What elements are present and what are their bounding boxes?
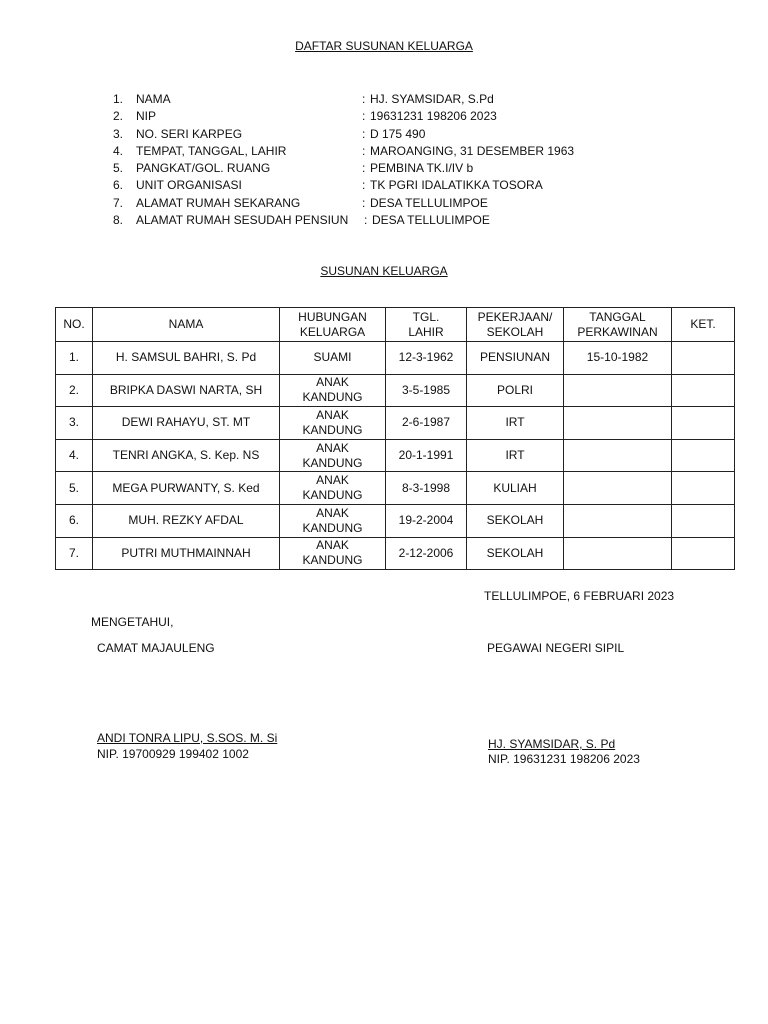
cell-ket <box>672 374 735 407</box>
cell-pekerjaan: SEKOLAH <box>467 537 564 570</box>
cell-no: 4. <box>56 439 93 472</box>
cell-hubungan: ANAK KANDUNG <box>280 472 386 505</box>
info-separator: : <box>362 161 366 176</box>
cell-ket <box>672 472 735 505</box>
table-row <box>56 342 735 375</box>
info-number: 7. <box>113 195 124 210</box>
cell-no: 6. <box>56 504 93 537</box>
place-date: TELLULIMPOE, 6 FEBRUARI 2023 <box>484 589 675 603</box>
info-number: 6. <box>113 178 124 193</box>
cell-lahir: 3-5-1985 <box>386 374 467 407</box>
cell-pekerjaan: IRT <box>467 439 564 472</box>
header-hubungan: HUBUNGAN KELUARGA <box>280 308 386 342</box>
info-number: 2. <box>113 109 124 124</box>
header-nama: NAMA <box>93 308 280 342</box>
cell-ket <box>672 407 735 440</box>
cell-hubungan: SUAMI <box>280 342 386 375</box>
cell-no: 5. <box>56 472 93 505</box>
left-signatory-title: CAMAT MAJAULENG <box>97 641 215 655</box>
cell-perkawinan <box>564 374 672 407</box>
info-value: MAROANGING, 31 DESEMBER 1963 <box>370 143 575 158</box>
info-separator: : <box>362 178 366 193</box>
document-title: DAFTAR SUSUNAN KELUARGA <box>295 39 473 53</box>
info-separator: : <box>362 143 366 158</box>
cell-nama: TENRI ANGKA, S. Kep. NS <box>93 439 280 472</box>
cell-nama: BRIPKA DASWI NARTA, SH <box>93 374 280 407</box>
cell-perkawinan <box>564 537 672 570</box>
info-value: HJ. SYAMSIDAR, S.Pd <box>370 92 494 106</box>
info-number: 1. <box>113 92 124 106</box>
info-number: 8. <box>113 213 124 228</box>
info-label: NO. SERI KARPEG <box>136 126 243 141</box>
table-row <box>56 407 735 440</box>
info-value: PEMBINA TK.I/IV b <box>370 161 474 176</box>
table-row <box>56 472 735 505</box>
info-value: TK PGRI IDALATIKKA TOSORA <box>370 178 543 193</box>
info-label: TEMPAT, TANGGAL, LAHIR <box>136 143 287 158</box>
left-signatory-name: ANDI TONRA LIPU, S.SOS. M. Si <box>97 731 278 745</box>
left-signatory-nip: NIP. 19700929 199402 1002 <box>97 747 249 761</box>
info-label: ALAMAT RUMAH SESUDAH PENSIUN <box>136 213 349 228</box>
info-value: DESA TELLULIMPOE <box>370 195 488 210</box>
cell-nama: DEWI RAHAYU, ST. MT <box>93 407 280 440</box>
info-label: PANGKAT/GOL. RUANG <box>136 161 271 176</box>
info-label: ALAMAT RUMAH SEKARANG <box>136 195 301 210</box>
cell-pekerjaan: KULIAH <box>467 472 564 505</box>
info-separator: : <box>362 109 366 124</box>
right-signatory-nip: NIP. 19631231 198206 2023 <box>488 752 640 766</box>
cell-nama: MEGA PURWANTY, S. Ked <box>93 472 280 505</box>
cell-pekerjaan: PENSIUNAN <box>467 342 564 375</box>
info-label: NAMA <box>136 92 171 106</box>
right-signatory-name: HJ. SYAMSIDAR, S. Pd <box>488 737 616 751</box>
cell-lahir: 12-3-1962 <box>386 342 467 375</box>
cell-perkawinan <box>564 472 672 505</box>
info-value: 19631231 198206 2023 <box>370 109 497 124</box>
header-tanggal-perkawinan: TANGGAL PERKAWINAN <box>564 308 672 342</box>
cell-nama: H. SAMSUL BAHRI, S. Pd <box>93 342 280 375</box>
info-number: 5. <box>113 161 124 176</box>
cell-hubungan: ANAK KANDUNG <box>280 439 386 472</box>
acknowledged-label: MENGETAHUI, <box>91 615 174 629</box>
cell-hubungan: ANAK KANDUNG <box>280 374 386 407</box>
cell-perkawinan <box>564 439 672 472</box>
info-label: UNIT ORGANISASI <box>136 178 242 193</box>
table-row <box>56 374 735 407</box>
cell-lahir: 2-6-1987 <box>386 407 467 440</box>
cell-perkawinan <box>564 504 672 537</box>
header-tgl-lahir: TGL. LAHIR <box>386 308 467 342</box>
right-signatory-title: PEGAWAI NEGERI SIPIL <box>487 641 625 655</box>
family-table <box>55 307 735 570</box>
info-separator: : <box>362 126 366 141</box>
info-separator: : <box>362 92 366 106</box>
table-row <box>56 439 735 472</box>
cell-no: 7. <box>56 537 93 570</box>
info-number: 3. <box>113 126 124 141</box>
cell-nama: PUTRI MUTHMAINNAH <box>93 537 280 570</box>
table-title: SUSUNAN KELUARGA <box>320 264 448 278</box>
cell-lahir: 20-1-1991 <box>386 439 467 472</box>
cell-pekerjaan: IRT <box>467 407 564 440</box>
cell-hubungan: ANAK KANDUNG <box>280 407 386 440</box>
cell-no: 2. <box>56 374 93 407</box>
cell-no: 1. <box>56 342 93 375</box>
cell-ket <box>672 537 735 570</box>
cell-no: 3. <box>56 407 93 440</box>
cell-ket <box>672 342 735 375</box>
table-row <box>56 537 735 570</box>
cell-hubungan: ANAK KANDUNG <box>280 537 386 570</box>
header-pekerjaan: PEKERJAAN/ SEKOLAH <box>467 308 564 342</box>
table-header-row <box>56 308 735 342</box>
cell-pekerjaan: SEKOLAH <box>467 504 564 537</box>
info-value: DESA TELLULIMPOE <box>372 213 490 228</box>
cell-perkawinan: 15-10-1982 <box>564 342 672 375</box>
cell-lahir: 2-12-2006 <box>386 537 467 570</box>
info-separator: : <box>364 213 368 228</box>
info-label: NIP <box>136 109 157 124</box>
cell-ket <box>672 439 735 472</box>
cell-lahir: 8-3-1998 <box>386 472 467 505</box>
info-value: D 175 490 <box>370 126 426 141</box>
cell-ket <box>672 504 735 537</box>
cell-lahir: 19-2-2004 <box>386 504 467 537</box>
cell-pekerjaan: POLRI <box>467 374 564 407</box>
info-number: 4. <box>113 143 124 158</box>
header-ket: KET. <box>672 308 735 342</box>
cell-hubungan: ANAK KANDUNG <box>280 504 386 537</box>
info-separator: : <box>362 195 366 210</box>
table-row <box>56 504 735 537</box>
cell-perkawinan <box>564 407 672 440</box>
header-no: NO. <box>56 308 93 342</box>
cell-nama: MUH. REZKY AFDAL <box>93 504 280 537</box>
